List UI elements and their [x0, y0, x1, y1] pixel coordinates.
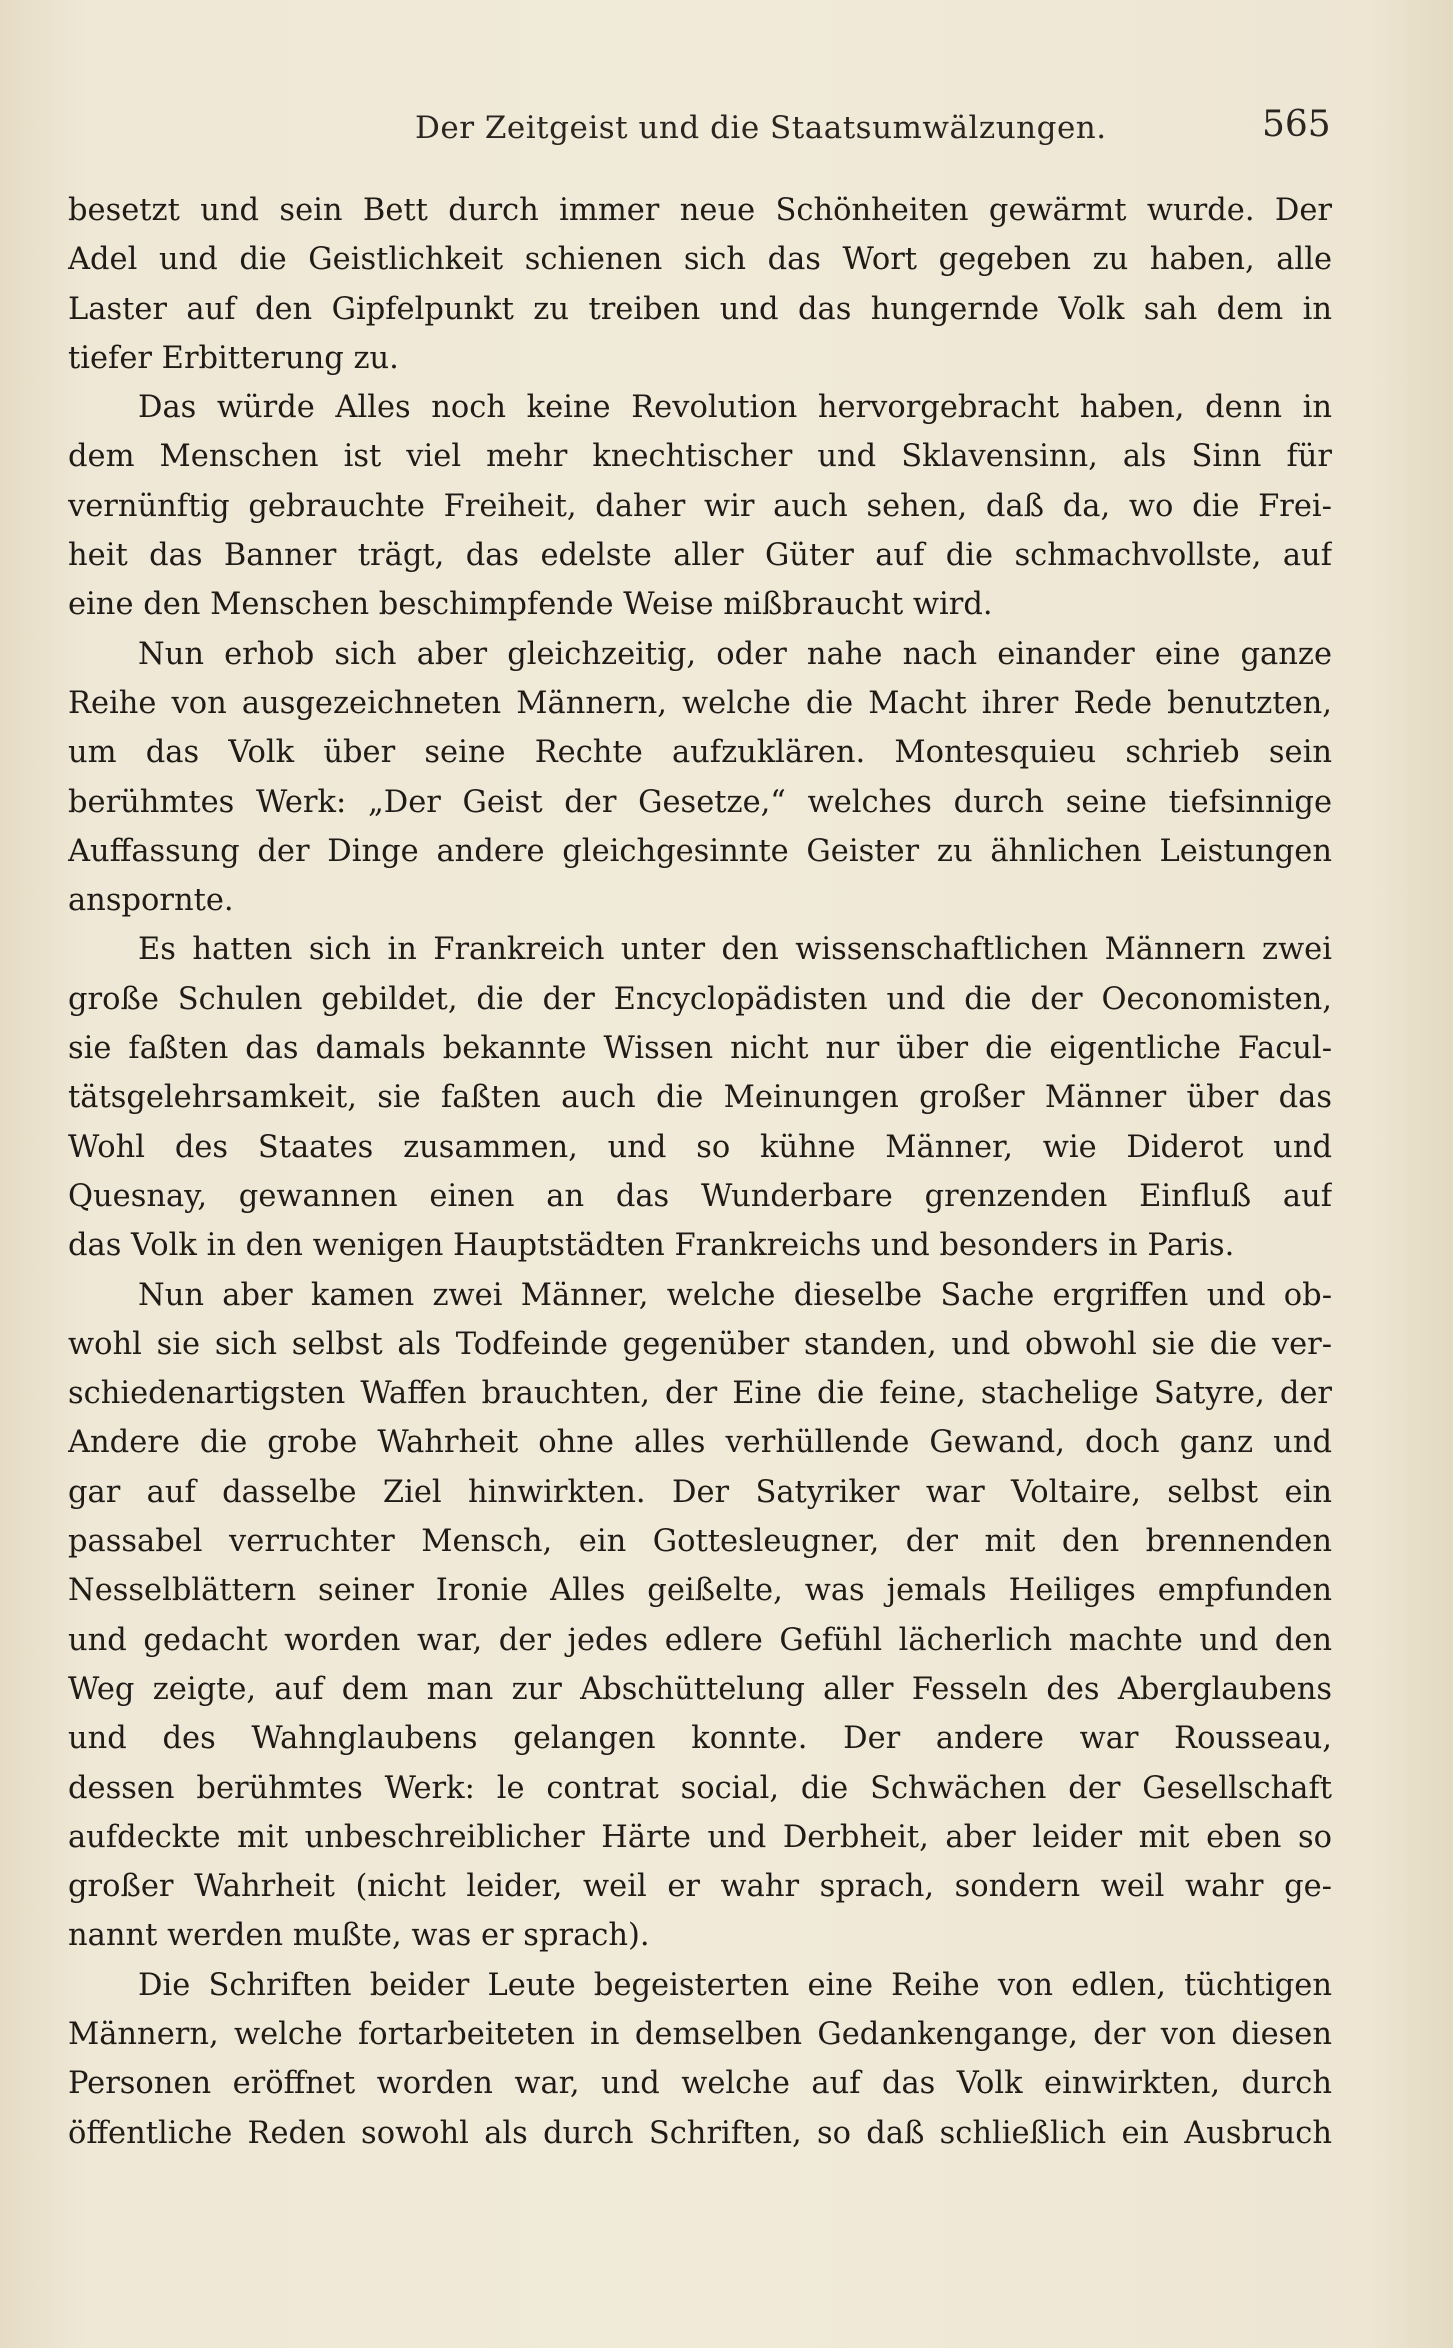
- text-line: besetzt und sein Bett durch immer neue Schönheiten gewärmt wurde. Der: [68, 193, 1332, 228]
- text-line: Laster auf den Gipfelpunkt zu treiben und das hungernde Volk sah dem in: [68, 291, 1332, 327]
- text-line: Die Schriften beider Leute begeisterten eine Reihe von edlen, tüchtigen: [138, 1967, 1332, 2003]
- text-line: und des Wahnglaubens gelangen konnte. Der andere war Rousseau,: [68, 1721, 1332, 1757]
- text-line: um das Volk über seine Rechte aufzuklären. Montesquieu schrieb sein: [68, 735, 1332, 771]
- text-line: großer Wahrheit (nicht leider, weil er wahr sprach, sondern weil wahr ge-: [68, 1869, 1332, 1905]
- text-line: Weg zeigte, auf dem man zur Abschüttelung aller Fesseln des Aberglaubens: [68, 1671, 1332, 1707]
- text-line: aufdeckte mit unbeschreiblicher Härte und Derbheit, aber leider mit eben so: [68, 1819, 1332, 1855]
- text-line: gar auf dasselbe Ziel hinwirkten. Der Satyriker war Voltaire, selbst ein: [68, 1474, 1332, 1510]
- text-line: eine den Menschen beschimpfende Weise mißbraucht wird.: [68, 587, 993, 623]
- text-line: Auffassung der Dinge andere gleichgesinnte Geister zu ähnlichen Leistungen: [68, 833, 1332, 869]
- text-line: wohl sie sich selbst als Todfeinde gegenüber standen, und obwohl sie die ver-: [68, 1326, 1332, 1362]
- text-line: dem Menschen ist viel mehr knechtischer und Sklavensinn, als Sinn für: [68, 439, 1332, 475]
- text-line: Das würde Alles noch keine Revolution hervorgebracht haben, denn in: [138, 390, 1332, 426]
- page-number: 565: [1262, 104, 1331, 145]
- text-line: Wohl des Staates zusammen, und so kühne Männer, wie Diderot und: [68, 1129, 1332, 1165]
- text-line: und gedacht worden war, der jedes edlere Gefühl lächerlich machte und den: [68, 1622, 1332, 1658]
- text-line: passabel verruchter Mensch, ein Gottesleugner, der mit den brennenden: [68, 1524, 1332, 1560]
- running-header: [0, 104, 1453, 154]
- text-line: vernünftig gebrauchte Freiheit, daher wir auch sehen, daß da, wo die Frei-: [68, 488, 1332, 524]
- text-line: tätsgelehrsamkeit, sie faßten auch die Meinungen großer Männer über das: [68, 1080, 1332, 1116]
- text-line: nannt werden mußte, was er sprach).: [68, 1918, 650, 1954]
- text-line: heit das Banner trägt, das edelste aller Güter auf die schmachvollste, auf: [68, 538, 1332, 574]
- running-title: Der Zeitgeist und die Staatsumwälzungen.: [415, 110, 1107, 146]
- text-line: das Volk in den wenigen Hauptstädten Frankreichs und besonders in Paris.: [68, 1228, 1235, 1264]
- text-line: Reihe von ausgezeichneten Männern, welche die Macht ihrer Rede benutzten,: [68, 685, 1332, 721]
- text-line: tiefer Erbitterung zu.: [68, 340, 399, 376]
- text-line: Personen eröffnet worden war, und welche auf das Volk einwirkten, durch: [68, 2066, 1332, 2102]
- text-line: Andere die grobe Wahrheit ohne alles verhüllende Gewand, doch ganz und: [68, 1425, 1332, 1461]
- text-line: Männern, welche fortarbeiteten in demselben Gedankengange, der von diesen: [68, 2016, 1332, 2052]
- text-line: Quesnay, gewannen einen an das Wunderbare grenzenden Einfluß auf: [68, 1178, 1332, 1214]
- text-line: berühmtes Werk: „Der Geist der Gesetze,“ welches durch seine tiefsinnige: [68, 784, 1332, 820]
- text-line: Nesselblättern seiner Ironie Alles geißelte, was jemals Heiliges empfunden: [68, 1573, 1332, 1609]
- text-line: schiedenartigsten Waffen brauchten, der Eine die feine, stachelige Satyre, der: [68, 1376, 1332, 1412]
- text-line: anspornte.: [68, 883, 234, 919]
- text-line: sie faßten das damals bekannte Wissen nicht nur über die eigentliche Facul-: [68, 1031, 1332, 1067]
- text-line: Nun aber kamen zwei Männer, welche dieselbe Sache ergriffen und ob-: [138, 1277, 1332, 1313]
- text-line: große Schulen gebildet, die der Encyclopädisten und die der Oeconomisten,: [68, 981, 1332, 1017]
- body-text: [68, 186, 1332, 2158]
- text-line: Adel und die Geistlichkeit schienen sich das Wort gegeben zu haben, alle: [68, 242, 1332, 278]
- text-line: dessen berühmtes Werk: le contrat social, die Schwächen der Gesellschaft: [68, 1770, 1332, 1806]
- text-line: Nun erhob sich aber gleichzeitig, oder nahe nach einander eine ganze: [138, 636, 1332, 672]
- text-line: Es hatten sich in Frankreich unter den wissenschaftlichen Männern zwei: [138, 932, 1332, 968]
- text-line: öffentliche Reden sowohl als durch Schriften, so daß schließlich ein Ausbruch: [68, 2115, 1332, 2151]
